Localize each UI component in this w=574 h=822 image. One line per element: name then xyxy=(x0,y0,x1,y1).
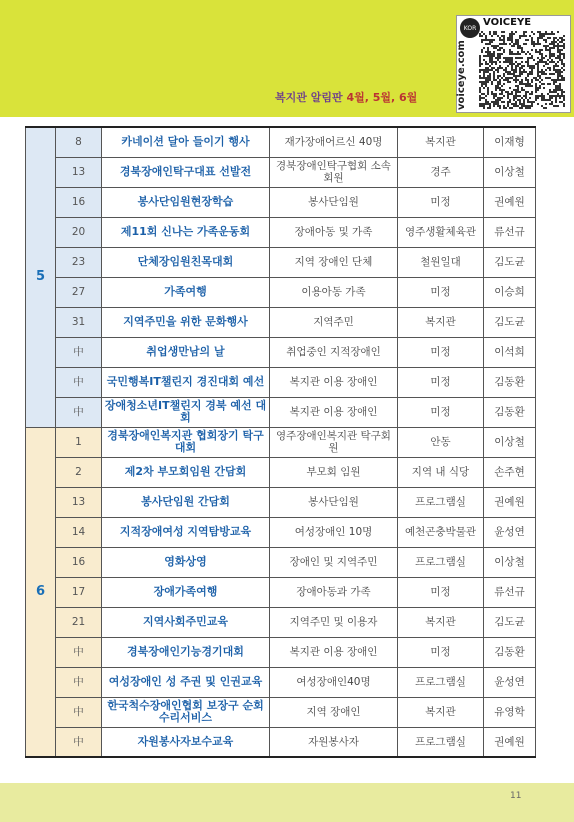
target-cell: 장애아동과 가족 xyxy=(270,577,398,607)
schedule-table xyxy=(25,126,536,758)
person-cell: 김동환 xyxy=(484,367,536,397)
month-cell: 5 xyxy=(26,127,56,427)
event-cell: 봉사단임원 간담회 xyxy=(102,487,270,517)
date-cell: 23 xyxy=(56,247,102,277)
table-row xyxy=(26,187,536,217)
event-cell: 경북장애인복지관 협회장기 탁구대회 xyxy=(102,427,270,457)
place-cell: 프로그램실 xyxy=(398,727,484,757)
target-cell: 지역주민 xyxy=(270,307,398,337)
target-cell: 지역주민 및 이용자 xyxy=(270,607,398,637)
date-cell: 1 xyxy=(56,427,102,457)
table-row xyxy=(26,337,536,367)
target-cell: 재가장애어르신 40명 xyxy=(270,127,398,157)
table-row xyxy=(26,157,536,187)
place-cell: 프로그램실 xyxy=(398,667,484,697)
event-cell: 봉사단임원현장학습 xyxy=(102,187,270,217)
date-cell: 13 xyxy=(56,157,102,187)
target-cell: 복지관 이용 장애인 xyxy=(270,397,398,427)
event-cell: 제11회 신나는 가족운동회 xyxy=(102,217,270,247)
target-cell: 장애인 및 지역주민 xyxy=(270,547,398,577)
place-cell: 미정 xyxy=(398,277,484,307)
place-cell: 예천곤충박물관 xyxy=(398,517,484,547)
table-row xyxy=(26,727,536,757)
table-row xyxy=(26,367,536,397)
date-cell: 中 xyxy=(56,727,102,757)
place-cell: 영주생활체육관 xyxy=(398,217,484,247)
date-cell: 8 xyxy=(56,127,102,157)
month-cell: 6 xyxy=(26,427,56,757)
place-cell: 미정 xyxy=(398,367,484,397)
event-cell: 국민행복IT챌린지 경진대회 예선 xyxy=(102,367,270,397)
place-cell: 복지관 xyxy=(398,607,484,637)
date-cell: 中 xyxy=(56,367,102,397)
target-cell: 봉사단임원 xyxy=(270,487,398,517)
target-cell: 여성장애인 10명 xyxy=(270,517,398,547)
table-row xyxy=(26,517,536,547)
target-cell: 부모회 임원 xyxy=(270,457,398,487)
event-cell: 경북장애인탁구대표 선발전 xyxy=(102,157,270,187)
footer-band xyxy=(0,783,574,822)
event-cell: 가족여행 xyxy=(102,277,270,307)
event-cell: 영화상영 xyxy=(102,547,270,577)
date-cell: 21 xyxy=(56,607,102,637)
date-cell: 13 xyxy=(56,487,102,517)
target-cell: 복지관 이용 장애인 xyxy=(270,367,398,397)
person-cell: 김도균 xyxy=(484,247,536,277)
event-cell: 한국척수장애인협회 보장구 순회수리서비스 xyxy=(102,697,270,727)
person-cell: 윤성연 xyxy=(484,517,536,547)
place-cell: 미정 xyxy=(398,337,484,367)
place-cell: 프로그램실 xyxy=(398,487,484,517)
place-cell: 안동 xyxy=(398,427,484,457)
person-cell: 김동환 xyxy=(484,637,536,667)
place-cell: 미정 xyxy=(398,187,484,217)
date-cell: 14 xyxy=(56,517,102,547)
table-row xyxy=(26,577,536,607)
page-title xyxy=(275,89,417,105)
person-cell: 김도균 xyxy=(484,307,536,337)
place-cell: 미정 xyxy=(398,577,484,607)
person-cell: 권예원 xyxy=(484,187,536,217)
target-cell: 장애아동 및 가족 xyxy=(270,217,398,247)
voiceye-url: voiceye.com xyxy=(456,40,467,110)
event-cell: 장애청소년IT챌린지 경북 예선 대회 xyxy=(102,397,270,427)
table-row xyxy=(26,487,536,517)
event-cell: 지역주민을 위한 문화행사 xyxy=(102,307,270,337)
person-cell: 윤성연 xyxy=(484,667,536,697)
date-cell: 27 xyxy=(56,277,102,307)
target-cell: 자원봉사자 xyxy=(270,727,398,757)
person-cell: 이상철 xyxy=(484,547,536,577)
event-cell: 장애가족여행 xyxy=(102,577,270,607)
target-cell: 지역 장애인 단체 xyxy=(270,247,398,277)
table-row xyxy=(26,127,536,157)
target-cell: 지역 장애인 xyxy=(270,697,398,727)
place-cell: 프로그램실 xyxy=(398,547,484,577)
event-cell: 단체장임원친목대회 xyxy=(102,247,270,277)
person-cell: 이승희 xyxy=(484,277,536,307)
person-cell: 유영학 xyxy=(484,697,536,727)
table-row xyxy=(26,247,536,277)
event-cell: 지적장애여성 지역탐방교육 xyxy=(102,517,270,547)
table-row xyxy=(26,397,536,427)
date-cell: 2 xyxy=(56,457,102,487)
place-cell: 미정 xyxy=(398,637,484,667)
event-cell: 제2차 부모회임원 간담회 xyxy=(102,457,270,487)
person-cell: 류선규 xyxy=(484,577,536,607)
table-row xyxy=(26,427,536,457)
person-cell: 이상철 xyxy=(484,427,536,457)
table-row xyxy=(26,697,536,727)
person-cell: 류선규 xyxy=(484,217,536,247)
event-cell: 여성장애인 성 주권 및 인권교육 xyxy=(102,667,270,697)
voiceye-logo: VOICEYE xyxy=(483,17,532,28)
target-cell: 이용아동 가족 xyxy=(270,277,398,307)
target-cell: 경북장애인탁구협회 소속회원 xyxy=(270,157,398,187)
table-row xyxy=(26,667,536,697)
kor-badge-icon: KOR xyxy=(460,18,480,38)
date-cell: 16 xyxy=(56,187,102,217)
person-cell: 이상철 xyxy=(484,157,536,187)
place-cell: 철원일대 xyxy=(398,247,484,277)
target-cell: 취업중인 지적장애인 xyxy=(270,337,398,367)
person-cell: 김도균 xyxy=(484,607,536,637)
target-cell: 여성장애인40명 xyxy=(270,667,398,697)
date-cell: 中 xyxy=(56,337,102,367)
event-cell: 자원봉사자보수교육 xyxy=(102,727,270,757)
date-cell: 31 xyxy=(56,307,102,337)
title-subtitle: 4월, 5월, 6월 xyxy=(346,91,418,104)
person-cell: 이재형 xyxy=(484,127,536,157)
person-cell: 손주현 xyxy=(484,457,536,487)
place-cell: 미정 xyxy=(398,397,484,427)
target-cell: 영주장애인복지관 탁구회원 xyxy=(270,427,398,457)
table-row xyxy=(26,547,536,577)
date-cell: 中 xyxy=(56,667,102,697)
event-cell: 취업생만남의 날 xyxy=(102,337,270,367)
event-cell: 경북장애인기능경기대회 xyxy=(102,637,270,667)
table-row xyxy=(26,307,536,337)
date-cell: 20 xyxy=(56,217,102,247)
date-cell: 17 xyxy=(56,577,102,607)
target-cell: 봉사단임원 xyxy=(270,187,398,217)
place-cell: 복지관 xyxy=(398,697,484,727)
table-row xyxy=(26,637,536,667)
place-cell: 경주 xyxy=(398,157,484,187)
person-cell: 김동환 xyxy=(484,397,536,427)
target-cell: 복지관 이용 장애인 xyxy=(270,637,398,667)
page-number: 11 xyxy=(510,791,522,801)
person-cell: 권예원 xyxy=(484,487,536,517)
date-cell: 中 xyxy=(56,637,102,667)
person-cell: 이석희 xyxy=(484,337,536,367)
event-cell: 지역사회주민교육 xyxy=(102,607,270,637)
date-cell: 中 xyxy=(56,697,102,727)
date-cell: 16 xyxy=(56,547,102,577)
qr-code-icon xyxy=(479,31,565,109)
place-cell: 복지관 xyxy=(398,307,484,337)
table-row xyxy=(26,607,536,637)
date-cell: 中 xyxy=(56,397,102,427)
place-cell: 지역 내 식당 xyxy=(398,457,484,487)
table-row xyxy=(26,217,536,247)
title-text: 복지관 알림판 xyxy=(275,91,343,104)
table-row xyxy=(26,277,536,307)
event-cell: 카네이션 달아 들이기 행사 xyxy=(102,127,270,157)
place-cell: 복지관 xyxy=(398,127,484,157)
table-row xyxy=(26,457,536,487)
person-cell: 권예원 xyxy=(484,727,536,757)
